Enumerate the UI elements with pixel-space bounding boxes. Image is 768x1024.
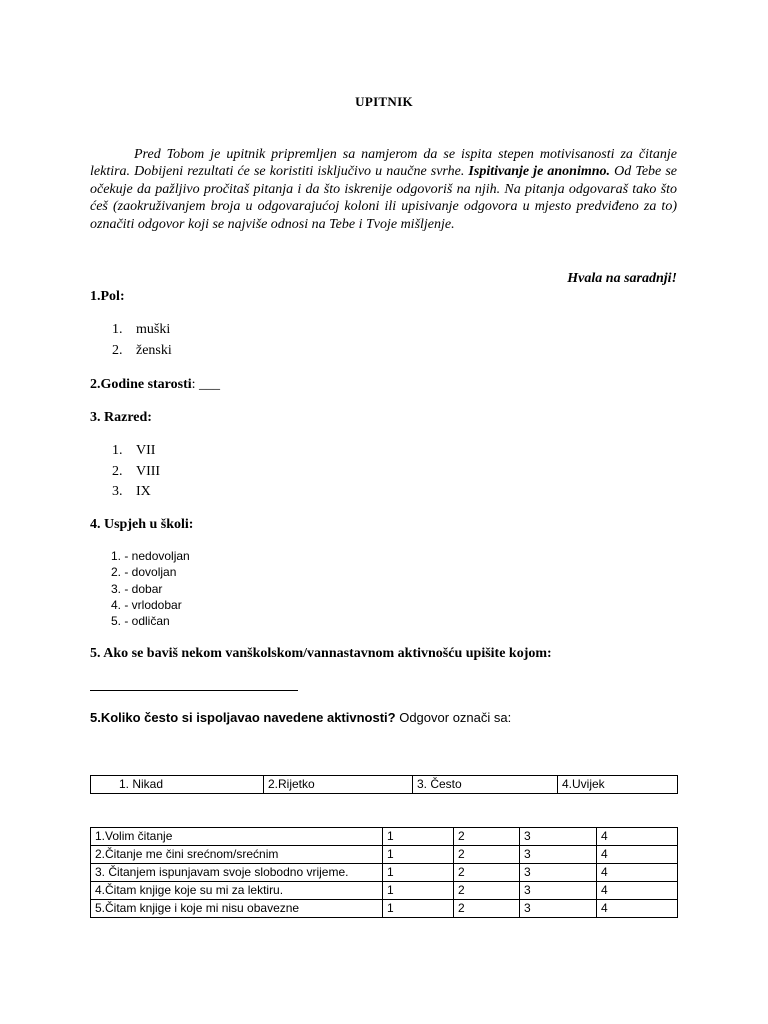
q3-label: 3. Razred: <box>90 410 152 425</box>
q4-options <box>111 548 190 629</box>
option-number: 3. <box>112 484 123 499</box>
option-text: ženski <box>136 342 172 358</box>
rating-cell[interactable]: 1 <box>383 882 454 900</box>
q4-option-2[interactable]: 2. - dovoljan <box>111 565 177 580</box>
scale-cell: 2.Rijetko <box>264 776 413 794</box>
rating-cell[interactable]: 2 <box>454 864 520 882</box>
q5a-answer-line[interactable] <box>90 690 298 691</box>
q5a-label: 5. Ako se baviš nekom vanškolskom/vannastavnom aktivnošću upišite kojom: <box>90 646 552 661</box>
q5b-label-bold: 5.Koliko često si ispoljavao navedene aktivnosti? <box>90 710 400 725</box>
rating-cell[interactable]: 1 <box>383 846 454 864</box>
rating-cell[interactable]: 2 <box>454 882 520 900</box>
item-text-cell: 1.Volim čitanje <box>91 828 383 846</box>
q5b-label-rest: Odgovor označi sa: <box>399 710 512 725</box>
option-text: IX <box>136 484 151 499</box>
q2-answer-blank[interactable]: : ___ <box>191 377 221 392</box>
rating-cell[interactable]: 3 <box>520 900 597 918</box>
rating-cell[interactable]: 4 <box>597 846 678 864</box>
rating-cell[interactable]: 4 <box>597 882 678 900</box>
option-text: VIII <box>136 463 161 479</box>
rating-cell[interactable]: 1 <box>383 900 454 918</box>
q3-option-vii[interactable] <box>112 441 160 462</box>
q3-option-ix[interactable] <box>112 482 160 503</box>
intro-paragraph <box>90 146 677 233</box>
q1-label: 1.Pol: <box>90 289 125 304</box>
q1-options <box>112 320 172 361</box>
q3-option-viii[interactable] <box>112 462 160 483</box>
table-row <box>91 882 678 900</box>
item-text-cell: 3. Čitanjem ispunjavam svoje slobodno vrijeme. <box>91 864 383 882</box>
q5b-label <box>90 710 511 725</box>
q2-label <box>90 377 220 393</box>
q1-option-male[interactable] <box>112 320 172 341</box>
option-number: 2. <box>112 342 123 358</box>
table-row <box>91 846 678 864</box>
rating-cell[interactable]: 3 <box>520 828 597 846</box>
q4-option-3[interactable]: 3. - dobar <box>111 581 163 596</box>
intro-anonymous-note: Ispitivanje je anonimno. <box>468 164 611 180</box>
option-number: 2. <box>112 463 123 479</box>
scale-cell: 4.Uvijek <box>558 776 678 794</box>
option-text: muški <box>136 322 171 337</box>
q3-options <box>112 441 160 503</box>
table-row <box>91 828 678 846</box>
q4-option-4[interactable]: 4. - vrlodobar <box>111 597 182 612</box>
rating-cell[interactable]: 1 <box>383 828 454 846</box>
q2-label-text: 2.Godine starosti <box>90 377 192 392</box>
item-text-cell: 4.Čitam knjige koje su mi za lektiru. <box>91 882 383 900</box>
scale-cell: 1. Nikad <box>91 776 264 794</box>
rating-cell[interactable]: 3 <box>520 846 597 864</box>
item-text-cell: 2.Čitanje me čini srećnom/srećnim <box>91 846 383 864</box>
option-number: 1. <box>112 443 123 458</box>
activity-items-table <box>90 827 678 918</box>
intro-text-2: Od Tebe se očekuje da pažljivo pročitaš pitanja i da što iskrenije odgovoriš na njih. Na pitanja odgovaraš tako što ćeš (zaokruživanjem broja u odgovarajućoj koloni ili upisivanje odgovora u mjesto predviđeno za to) označiti odgovor koji se najviše odnosi na Tebe i Tvoje mišljenje. <box>90 164 678 232</box>
rating-cell[interactable]: 3 <box>520 882 597 900</box>
rating-cell[interactable]: 3 <box>520 864 597 882</box>
rating-cell[interactable]: 4 <box>597 900 678 918</box>
rating-cell[interactable]: 4 <box>597 864 678 882</box>
table-row <box>91 776 678 794</box>
table-row <box>91 900 678 918</box>
document-title: UPITNIK <box>355 94 413 109</box>
option-text: VII <box>136 443 156 458</box>
thanks-note: Hvala na saradnji! <box>567 271 677 286</box>
q4-option-1[interactable]: 1. - nedovoljan <box>111 549 190 563</box>
scale-cell: 3. Često <box>413 776 558 794</box>
rating-cell[interactable]: 1 <box>383 864 454 882</box>
rating-cell[interactable]: 2 <box>454 846 520 864</box>
option-number: 1. <box>112 322 123 337</box>
q4-option-5[interactable]: 5. - odličan <box>111 614 170 629</box>
rating-cell[interactable]: 4 <box>597 828 678 846</box>
q1-option-female[interactable] <box>112 341 172 362</box>
answer-scale-table <box>90 775 678 794</box>
rating-cell[interactable]: 2 <box>454 900 520 918</box>
q4-label: 4. Uspjeh u školi: <box>90 517 194 532</box>
rating-cell[interactable]: 2 <box>454 828 520 846</box>
item-text-cell: 5.Čitam knjige i koje mi nisu obavezne <box>91 900 383 918</box>
intro-text-1: Pred Tobom je upitnik pripremljen sa namjerom da se ispita stepen motivisanosti za čitanje lektira. Dobijeni rezultati će se koristiti isključivo u naučne svrhe. <box>90 147 677 180</box>
table-row <box>91 864 678 882</box>
